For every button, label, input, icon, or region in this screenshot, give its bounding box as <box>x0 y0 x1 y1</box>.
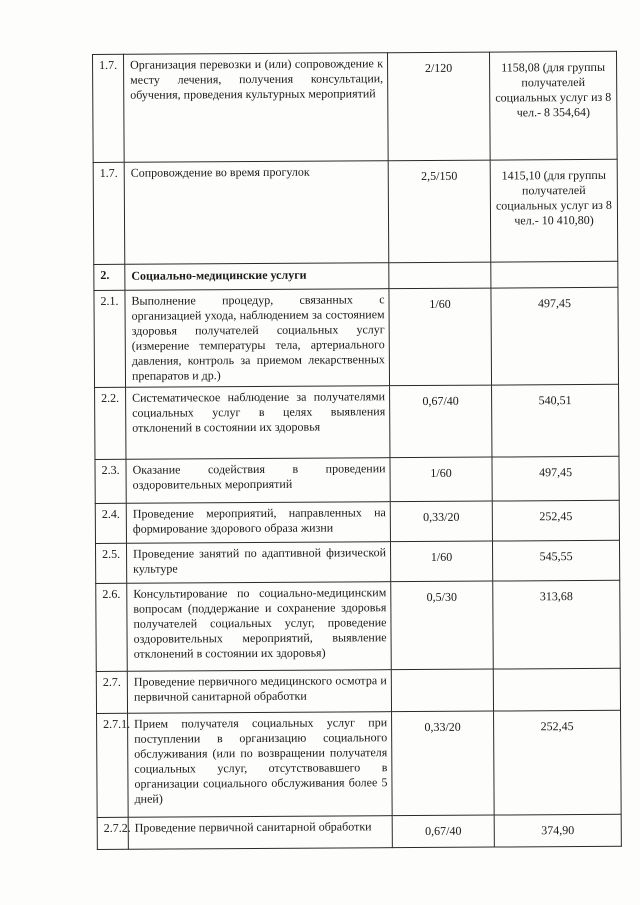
table-row <box>94 287 619 387</box>
table-row <box>95 384 619 459</box>
time-norm: 0,33/20 <box>392 711 495 816</box>
row-number: 2.6. <box>96 583 128 671</box>
time-norm <box>389 262 491 289</box>
time-norm: 1/60 <box>390 541 492 582</box>
row-number: 2.7. <box>96 671 127 713</box>
service-price: 374,90 <box>494 814 621 847</box>
row-number: 1.7. <box>93 54 125 162</box>
time-norm: 1/60 <box>390 457 492 502</box>
time-norm: 0,5/30 <box>391 581 494 670</box>
section-header-row <box>94 261 618 290</box>
service-price: 545,55 <box>492 540 619 581</box>
service-price: 1415,10 (для группы получателей социальных услуг из 8 чел.- 10 410,80) <box>490 159 618 262</box>
row-number: 2.4. <box>95 503 126 543</box>
service-name: Консультирование по социально-медицинским вопросам (поддержание и сохранение здоровья получателей социальных услуг, проведение оздоровительных мероприятий, выявление отклонений в состоянии их здоровья) <box>127 582 392 672</box>
row-number: 2.2. <box>95 387 126 459</box>
service-name: Сопровождение во время прогулок <box>124 161 389 265</box>
table-row <box>97 814 621 849</box>
row-number: 2.7.1. <box>97 713 129 817</box>
service-price <box>491 261 618 288</box>
table-row <box>95 540 619 583</box>
service-price: 1158,08 (для группы получателей социальных услуг из 8 чел.- 8 354,64) <box>489 51 617 160</box>
row-number: 1.7. <box>93 162 125 264</box>
row-number: 2.1. <box>94 290 126 387</box>
section-title: Социально-медицинские услуги <box>125 263 389 291</box>
service-name: Проведение первичного медицинского осмотра и первичной санитарной обработки <box>127 670 391 714</box>
service-price: 252,45 <box>492 500 619 541</box>
time-norm: 2/120 <box>387 52 490 161</box>
table-row <box>95 500 619 543</box>
section-number: 2. <box>94 264 125 290</box>
service-price: 497,45 <box>492 456 619 501</box>
time-norm <box>391 669 493 712</box>
service-price: 252,45 <box>494 710 622 815</box>
row-number: 2.7.2. <box>97 817 128 849</box>
service-price: 313,68 <box>493 580 621 669</box>
time-norm: 1/60 <box>389 288 492 386</box>
service-name: Проведение первичной санитарной обработки <box>128 816 392 850</box>
services-tariff-table <box>92 51 622 850</box>
table-row <box>95 456 619 503</box>
time-norm: 2,5/150 <box>388 160 491 263</box>
service-name: Проведение мероприятий, направленных на формирование здорового образа жизни <box>126 502 390 544</box>
service-price <box>493 668 620 711</box>
service-name: Систематическое наблюдение за получателями социальных услуг в целях выявления отклонений в состоянии их здоровья <box>126 386 390 460</box>
service-name: Оказание содействия в проведении оздоровительных мероприятий <box>126 458 390 504</box>
table-row <box>97 710 622 817</box>
time-norm: 0,33/20 <box>390 501 492 542</box>
time-norm: 0,67/40 <box>390 385 492 458</box>
time-norm: 0,67/40 <box>392 815 494 848</box>
service-name: Выполнение процедур, связанных с организацией ухода, наблюдением за состоянием здоровья получателей социальных услуг (измерение температуры тела, артериального давления, контроль за приемом лекарственных препаратов и др.) <box>125 289 390 388</box>
service-name: Проведение занятий по адаптивной физической культуре <box>126 542 390 584</box>
table-row <box>96 668 620 713</box>
service-name: Организация перевозки и (или) сопровождение к месту лечения, получения консультации, обучения, проведения культурных мероприятий <box>124 53 389 163</box>
service-price: 497,45 <box>491 287 619 385</box>
row-number: 2.3. <box>95 459 126 503</box>
table-row <box>96 580 621 671</box>
service-name: Прием получателя социальных услуг при поступлении в организацию социального обслуживания (или по возвращении получателя социальных услуг, отсутствовавшего в организации социального обслуживания более 5 дней) <box>128 712 393 818</box>
service-price: 540,51 <box>492 384 619 457</box>
table-row <box>93 159 618 264</box>
table-row <box>93 51 618 162</box>
row-number: 2.5. <box>95 543 126 583</box>
